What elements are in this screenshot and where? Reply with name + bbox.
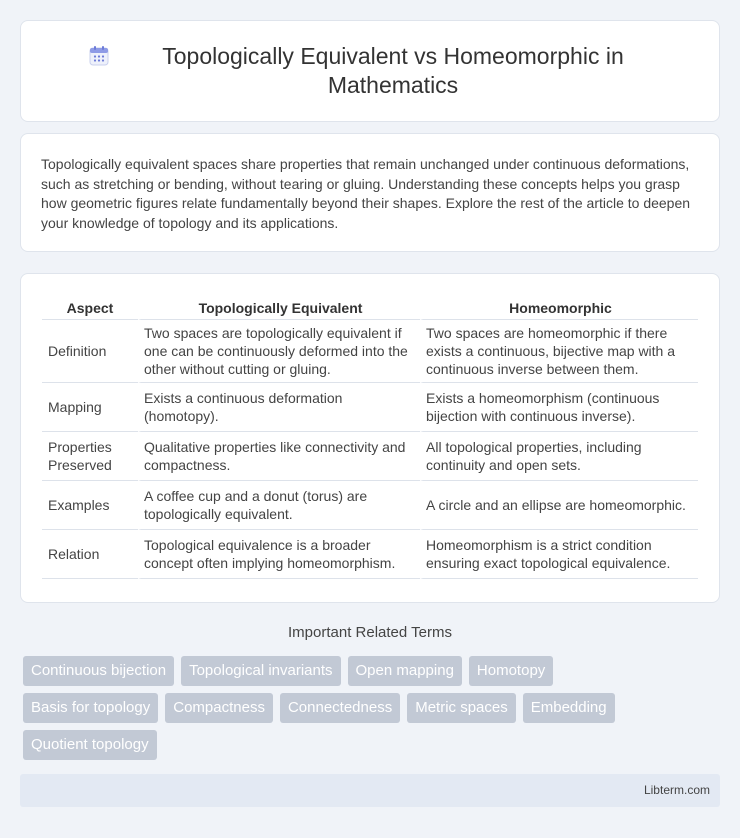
topo-cell: Topological equivalence is a broader concept often implying homeomorphism. [138, 530, 420, 579]
topo-cell: Two spaces are topologically equivalent if one can be continuously deformed into the other without cutting or gluing. [138, 320, 420, 383]
header-homeomorphic: Homeomorphic [420, 297, 698, 320]
tag-compactness[interactable]: Compactness [165, 693, 273, 723]
related-terms-title: Important Related Terms [288, 624, 452, 641]
footer-site-link[interactable]: Libterm.com [643, 783, 710, 797]
table-row [42, 530, 698, 579]
tag-basis-for-topology[interactable]: Basis for topology [23, 693, 158, 723]
table-row [42, 481, 698, 530]
tag-quotient-topology[interactable]: Quotient topology [23, 730, 157, 760]
homeo-cell: Two spaces are homeomorphic if there exists a continuous, bijective map with a continuous inverse between them. [420, 320, 698, 383]
topo-cell: Exists a continuous deformation (homotopy). [138, 383, 420, 432]
table-row [42, 320, 698, 383]
homeo-cell: Homeomorphism is a strict condition ensuring exact topological equivalence. [420, 530, 698, 579]
homeo-cell: A circle and an ellipse are homeomorphic. [420, 481, 698, 530]
tag-continuous-bijection[interactable]: Continuous bijection [23, 656, 174, 686]
aspect-cell: Definition [42, 320, 138, 383]
header-aspect: Aspect [42, 297, 138, 320]
related-terms-list [23, 656, 723, 767]
tag-open-mapping[interactable]: Open mapping [348, 656, 462, 686]
topo-cell: A coffee cup and a donut (torus) are topologically equivalent. [138, 481, 420, 530]
intro-paragraph: Topologically equivalent spaces share properties that remain unchanged under continuous deformations, such as stretching or bending, without tearing or gluing. Understanding these concepts helps you grasp how geometric figures relate fundamentally beyond their shapes. Explore the rest of the article to deepen your knowledge of topology and its applications. [41, 156, 691, 231]
tag-row [23, 730, 723, 760]
intro-card [20, 133, 720, 252]
aspect-cell: Mapping [42, 383, 138, 432]
footer [20, 774, 720, 807]
tag-homotopy[interactable]: Homotopy [469, 656, 553, 686]
header-topologically-equivalent: Topologically Equivalent [138, 297, 420, 320]
table-header-row [42, 297, 698, 320]
aspect-cell: Properties Preserved [42, 432, 138, 481]
tag-topological-invariants[interactable]: Topological invariants [181, 656, 340, 686]
homeo-cell: Exists a homeomorphism (continuous bijection with continuous inverse). [420, 383, 698, 432]
tag-row [23, 656, 723, 686]
tag-row [23, 693, 723, 723]
aspect-cell: Relation [42, 530, 138, 579]
header-card [20, 20, 720, 122]
calendar-icon [87, 44, 111, 68]
comparison-card [20, 273, 720, 603]
table-row [42, 432, 698, 481]
tag-connectedness[interactable]: Connectedness [280, 693, 400, 723]
aspect-cell: Examples [42, 481, 138, 530]
comparison-table [42, 297, 698, 579]
page-title: Topologically Equivalent vs Homeomorphic in Mathematics [162, 43, 624, 98]
tag-embedding[interactable]: Embedding [523, 693, 615, 723]
tag-metric-spaces[interactable]: Metric spaces [407, 693, 516, 723]
topo-cell: Qualitative properties like connectivity and compactness. [138, 432, 420, 481]
table-row [42, 383, 698, 432]
homeo-cell: All topological properties, including continuity and open sets. [420, 432, 698, 481]
